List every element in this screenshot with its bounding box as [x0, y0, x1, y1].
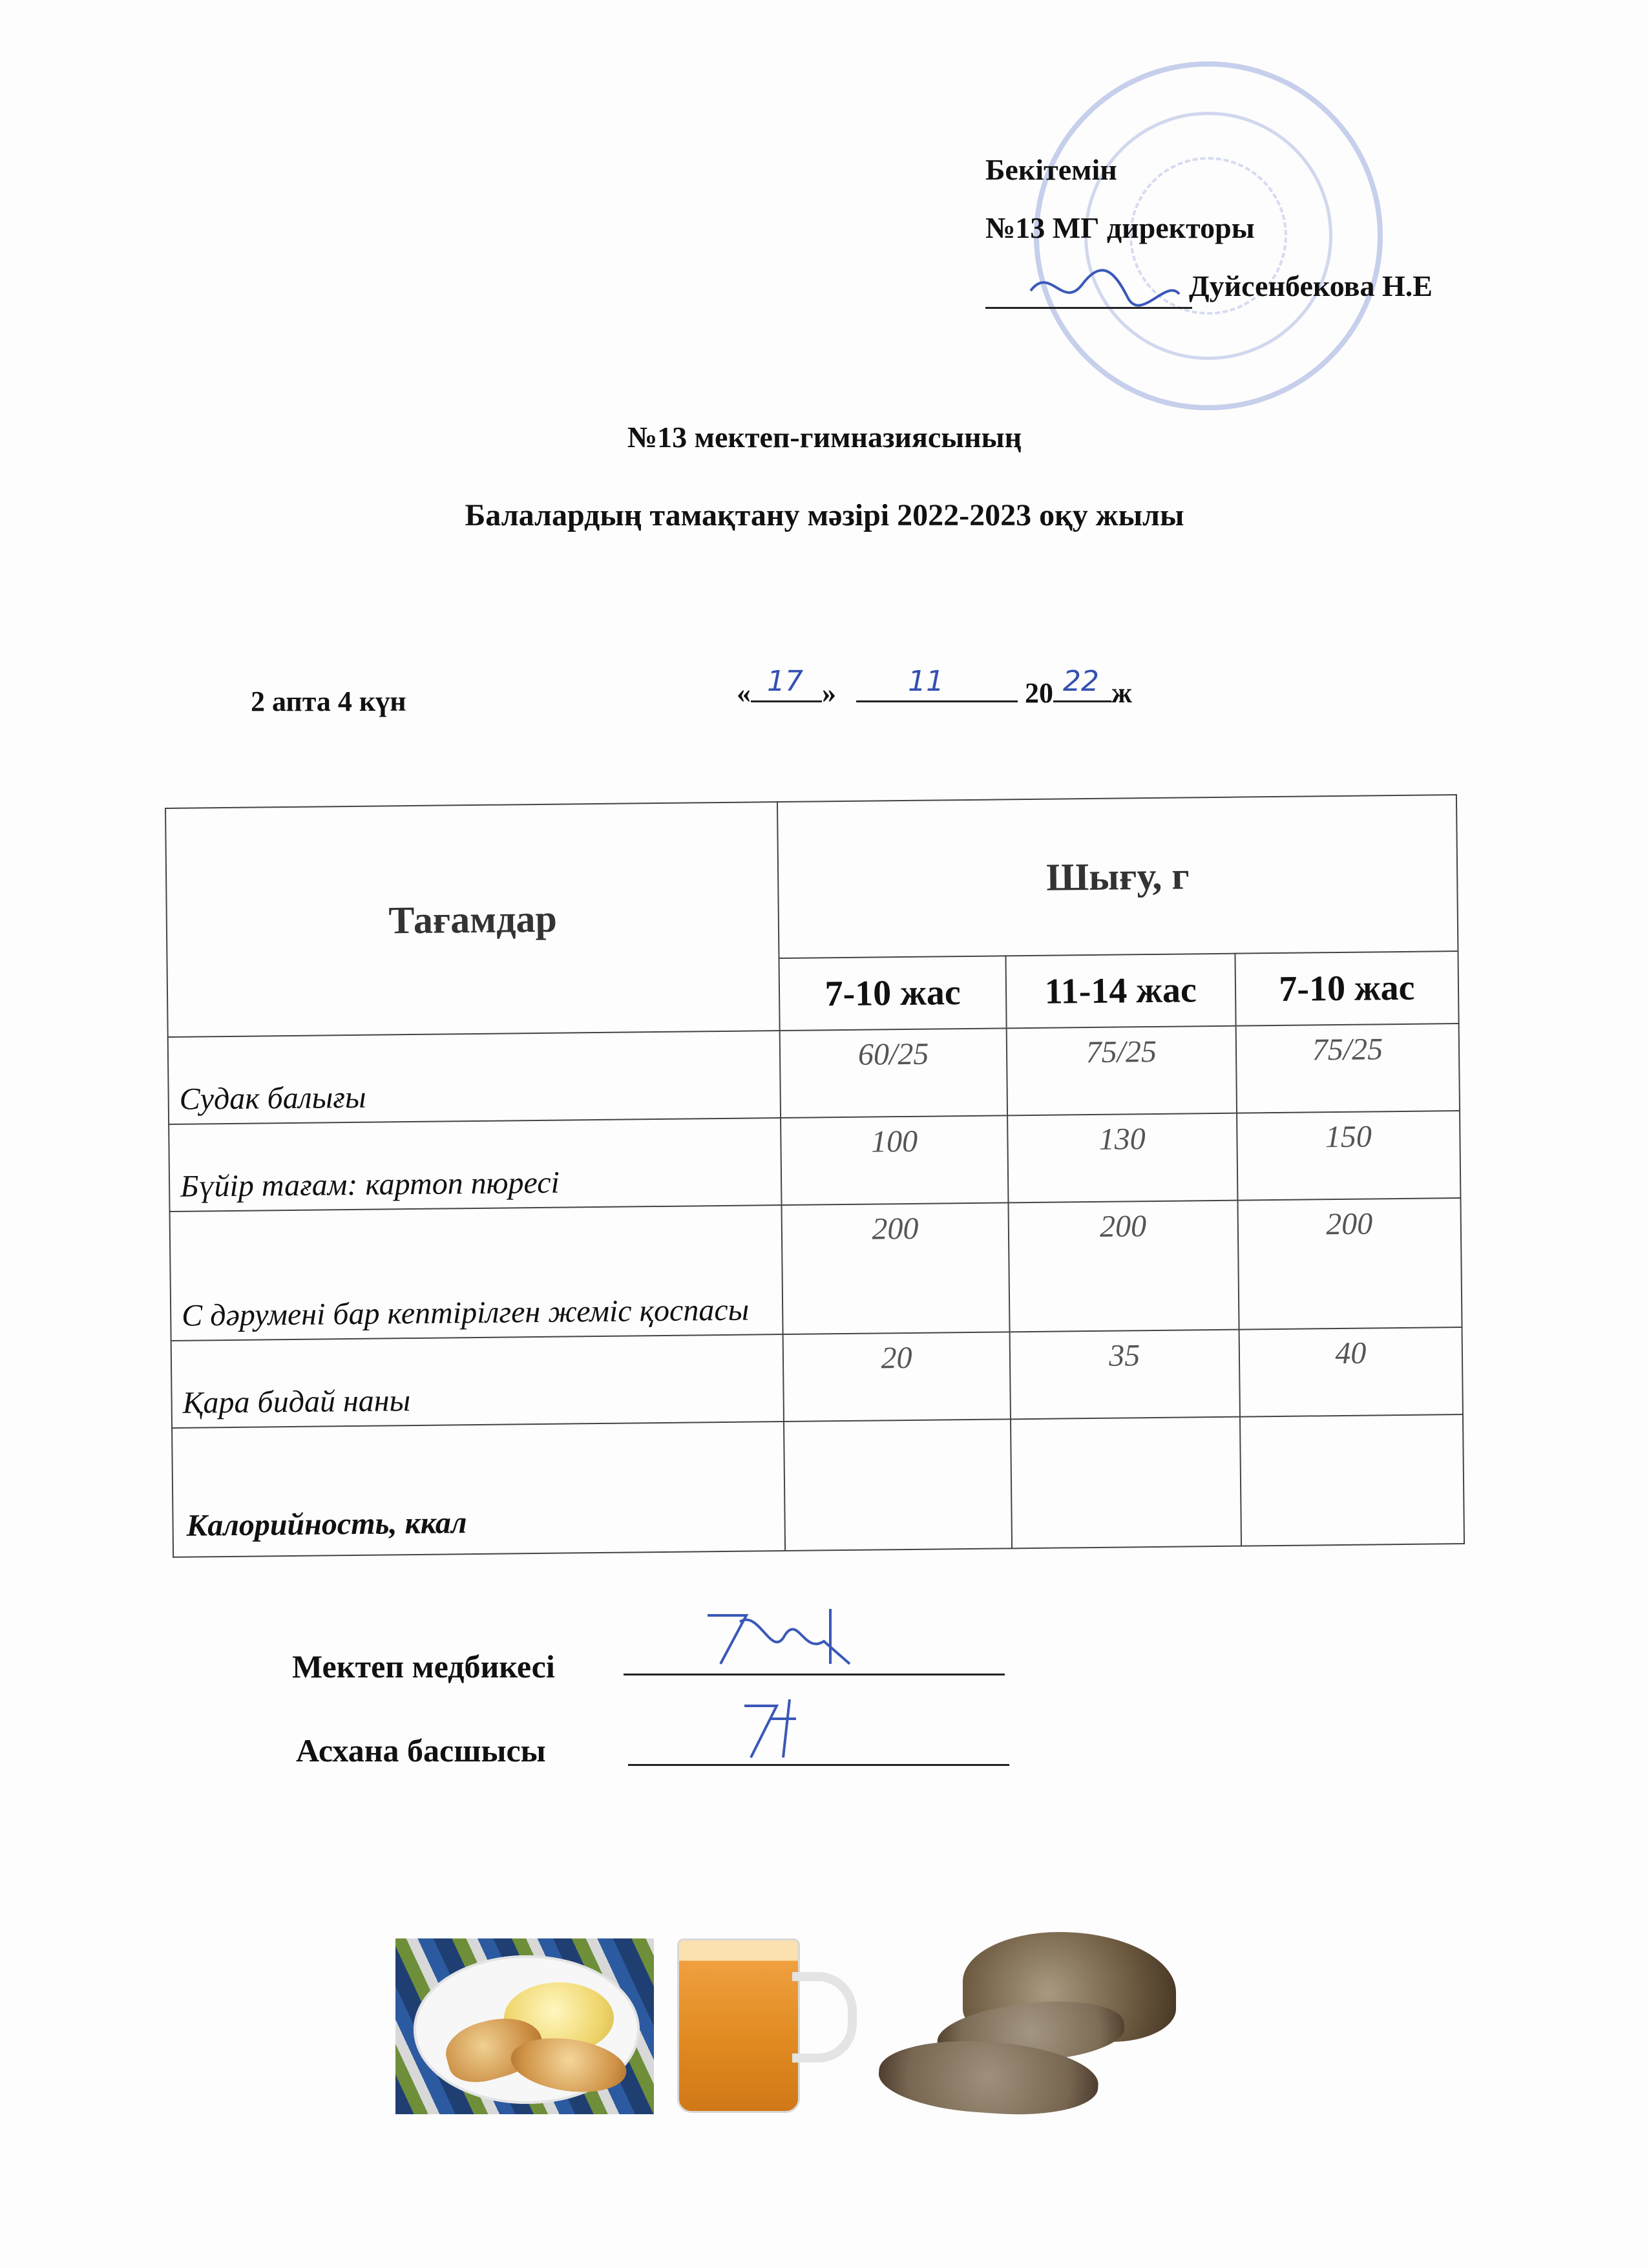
portion-value: 150	[1237, 1111, 1461, 1201]
calorie-value	[1011, 1417, 1241, 1549]
food-name: Бүйір тағам: картоп пюресі	[169, 1118, 782, 1212]
nurse-signature-line	[624, 1641, 1005, 1675]
portion-value: 200	[782, 1202, 1009, 1334]
calorie-value	[784, 1419, 1011, 1551]
plate-shape	[414, 1955, 640, 2104]
fish-puree-photo	[395, 1938, 654, 2114]
mug-handle-shape	[792, 1972, 857, 2063]
director-name: Дуйсенбекова Н.Е	[1189, 269, 1433, 302]
portion-value: 60/25	[780, 1028, 1007, 1118]
food-name: Қара бидай наны	[171, 1334, 784, 1428]
date-quote-close: »	[822, 677, 836, 709]
portion-value: 75/25	[1235, 1024, 1460, 1113]
header-food: Тағамдар	[165, 802, 780, 1037]
portion-value: 130	[1007, 1113, 1238, 1203]
table-row	[170, 1198, 1462, 1341]
compote-mug-photo	[677, 1933, 865, 2121]
portion-value: 35	[1009, 1330, 1240, 1420]
menu-table	[165, 794, 1465, 1558]
canteen-signature-scribble	[738, 1693, 867, 1764]
table-row	[168, 1024, 1460, 1124]
header-output: Шығу, г	[777, 795, 1458, 958]
header-age: 7-10 жас	[1235, 951, 1458, 1026]
approval-position: №13 МГ директоры	[985, 211, 1255, 244]
rye-bread-photo	[879, 1932, 1176, 2119]
mug-shape	[677, 1938, 800, 2113]
table-row	[169, 1111, 1460, 1212]
week-day: 2 апта 4 күн	[251, 686, 406, 717]
portion-value: 200	[1008, 1201, 1239, 1332]
table-row	[172, 1414, 1464, 1557]
director-signature-line	[985, 278, 1192, 309]
nurse-signature-scribble	[701, 1602, 895, 1674]
date-year: 22	[1063, 665, 1099, 698]
food-name: С дәрумені бар кептірілген жеміс қоспасы	[170, 1205, 784, 1341]
table-row	[171, 1327, 1463, 1428]
calorie-label: Калорийность, ккал	[172, 1422, 786, 1557]
canteen-label: Асхана басшысы	[296, 1732, 546, 1769]
calorie-value	[1240, 1414, 1464, 1546]
date-suffix: ж	[1111, 677, 1132, 709]
portion-value: 40	[1239, 1327, 1463, 1417]
date-year-prefix: 20	[1025, 677, 1053, 709]
food-name: Судак балығы	[168, 1031, 781, 1124]
date-day: 17	[767, 665, 803, 698]
date-month: 11	[908, 665, 944, 698]
date-line	[737, 665, 1132, 709]
portion-value: 100	[781, 1115, 1009, 1205]
header-age: 7-10 жас	[779, 956, 1006, 1031]
nurse-label: Мектеп медбикесі	[292, 1648, 555, 1685]
menu-title: Балалардың тамақтану мәзірі 2022-2023 оқу жылы	[465, 498, 1184, 532]
header-age: 11-14 жас	[1005, 954, 1235, 1029]
school-name: №13 мектеп-гимназиясының	[627, 421, 1022, 454]
date-quote-open: «	[737, 677, 751, 709]
portion-value: 200	[1237, 1198, 1462, 1330]
approval-label: Бекітемін	[985, 153, 1117, 186]
portion-value: 75/25	[1006, 1026, 1237, 1116]
canteen-signature-line	[628, 1732, 1009, 1766]
portion-value: 20	[783, 1332, 1011, 1422]
